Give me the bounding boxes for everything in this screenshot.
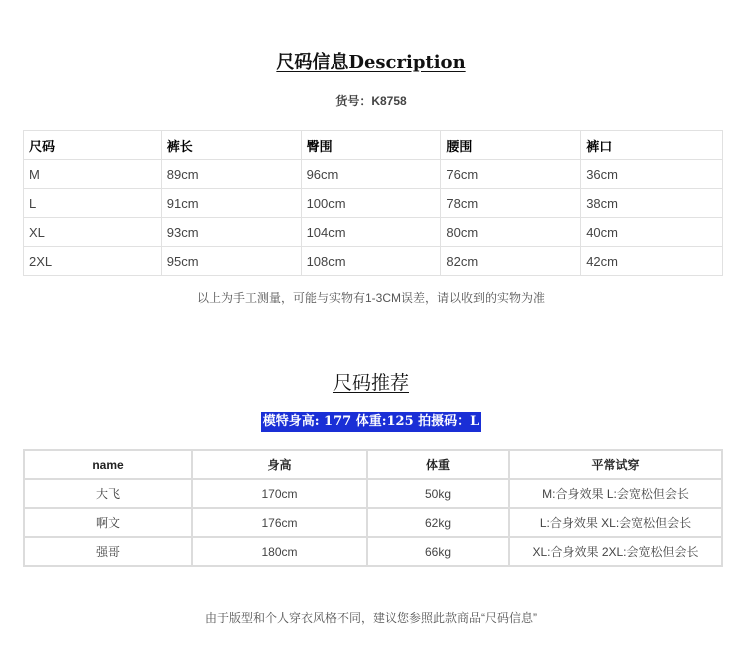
table-row — [25, 538, 721, 565]
size-header-hem: 裤口 — [581, 131, 723, 160]
table-row — [24, 247, 723, 276]
size-info-title: 尺码信息Description — [276, 52, 466, 73]
rec-header-name: name — [25, 451, 191, 478]
table-cell: 66kg — [368, 538, 508, 565]
rec-header-weight: 体重 — [368, 451, 508, 478]
table-cell: 36cm — [581, 160, 723, 189]
size-header-length: 裤长 — [161, 131, 301, 160]
table-cell: 82cm — [441, 247, 581, 276]
table-row — [25, 509, 721, 536]
recommend-note: 由于版型和个人穿衣风格不同，建议您参照此款商品“尺码信息” — [205, 611, 537, 625]
table-cell: 62kg — [368, 509, 508, 536]
table-cell: 80cm — [441, 218, 581, 247]
table-cell: 40cm — [581, 218, 723, 247]
table-cell: 100cm — [301, 189, 441, 218]
table-cell: M — [24, 160, 162, 189]
table-cell: 89cm — [161, 160, 301, 189]
size-recommend-title: 尺码推荐 — [332, 372, 409, 394]
table-cell: 176cm — [193, 509, 366, 536]
table-cell: 170cm — [193, 480, 366, 507]
table-cell: L:合身效果 XL:会宽松但会长 — [510, 509, 721, 536]
recommend-table — [23, 449, 723, 567]
size-table-header-row — [24, 131, 723, 160]
table-cell: 38cm — [581, 189, 723, 218]
table-cell: 104cm — [301, 218, 441, 247]
table-cell: 啊文 — [25, 509, 191, 536]
table-cell: 78cm — [441, 189, 581, 218]
table-cell: 180cm — [193, 538, 366, 565]
table-cell: XL — [24, 218, 162, 247]
table-cell: L — [24, 189, 162, 218]
measurement-note: 以上为手工测量，可能与实物有1-3CM误差，请以收到的实物为准 — [196, 291, 545, 305]
table-cell: 2XL — [24, 247, 162, 276]
table-cell: XL:合身效果 2XL:会宽松但会长 — [510, 538, 721, 565]
size-table — [23, 130, 723, 276]
table-row — [24, 189, 723, 218]
table-cell: 91cm — [161, 189, 301, 218]
table-row — [24, 218, 723, 247]
table-cell: 强哥 — [25, 538, 191, 565]
recommend-header-row — [25, 451, 721, 478]
rec-header-height: 身高 — [193, 451, 366, 478]
item-number: 货号：K8758 — [335, 94, 407, 108]
size-header-hip: 臀围 — [301, 131, 441, 160]
size-header-size: 尺码 — [24, 131, 162, 160]
table-cell: 96cm — [301, 160, 441, 189]
table-row — [25, 480, 721, 507]
model-info-highlight: 模特身高: 177 体重:125 拍摄码：L — [261, 412, 482, 432]
table-cell: 50kg — [368, 480, 508, 507]
table-cell: 76cm — [441, 160, 581, 189]
table-cell: 108cm — [301, 247, 441, 276]
table-row — [24, 160, 723, 189]
table-cell: 42cm — [581, 247, 723, 276]
table-cell: M:合身效果 L:会宽松但会长 — [510, 480, 721, 507]
size-header-waist: 腰围 — [441, 131, 581, 160]
rec-header-fit: 平常试穿 — [510, 451, 721, 478]
table-cell: 95cm — [161, 247, 301, 276]
table-cell: 93cm — [161, 218, 301, 247]
table-cell: 大飞 — [25, 480, 191, 507]
